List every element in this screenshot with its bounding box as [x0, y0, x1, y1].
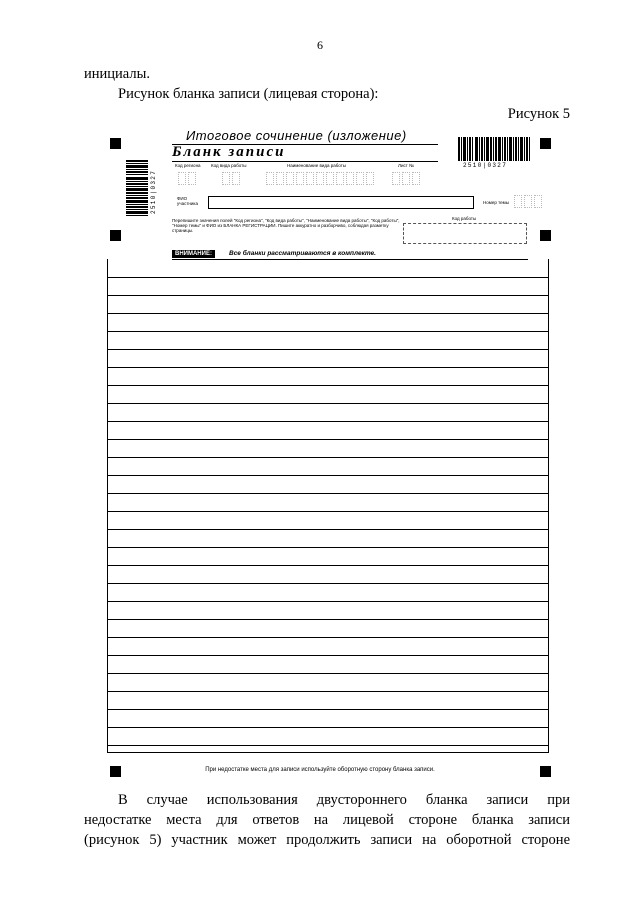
writing-line: [108, 439, 548, 440]
writing-line: [108, 457, 548, 458]
writing-line: [108, 691, 548, 692]
writing-line: [108, 565, 548, 566]
barcode-horizontal: [458, 137, 530, 161]
writing-line: [108, 385, 548, 386]
writing-line: [108, 709, 548, 710]
writing-line: [108, 349, 548, 350]
writing-line: [108, 313, 548, 314]
corner-marker: [540, 230, 551, 241]
writing-line: [108, 475, 548, 476]
paragraph-line: недостатке места для ответов на лицевой стороне бланка записи: [84, 812, 570, 828]
writing-line: [108, 367, 548, 368]
figure-label: Рисунок 5: [507, 106, 570, 122]
writing-line: [108, 619, 548, 620]
barcode-number-horizontal: 2510|0327: [463, 162, 508, 169]
corner-marker: [540, 138, 551, 149]
writing-lines-area: [107, 259, 549, 753]
form-subtitle: Бланк записи: [172, 144, 286, 160]
form-title: Итоговое сочинение (изложение): [186, 128, 407, 143]
writing-line: [108, 277, 548, 278]
writing-line: [108, 493, 548, 494]
subtitle-rule: [172, 161, 438, 162]
writing-line: [108, 547, 548, 548]
fio-field: [208, 196, 474, 209]
writing-line: [108, 727, 548, 728]
writing-line: [108, 331, 548, 332]
writing-line: [108, 295, 548, 296]
text-line-initials: инициалы.: [84, 66, 150, 82]
writing-line: [108, 583, 548, 584]
label-region-code: Код региона: [175, 163, 201, 168]
writing-line: [108, 529, 548, 530]
corner-marker: [110, 230, 121, 241]
label-fio: ФИО участника: [177, 196, 198, 206]
writing-line: [108, 655, 548, 656]
form-instruction: Перепишите значения полей "Код региона", "Код вида работы", "Наименование вида работы", "Код работы", "Номер темы" и ФИО из БЛАНКА РЕГИСТРАЦИИ. Пишите аккуратно и разборчиво, соблюдая разметку страницы.: [172, 218, 400, 233]
page-number: 6: [317, 38, 323, 52]
attention-text: Все бланки рассматриваются в комплекте.: [229, 250, 376, 257]
paragraph-line: В случае использования двустороннего бланка записи при: [118, 792, 570, 808]
label-work-type-name: Наименование вида работы: [287, 163, 347, 168]
writing-line: [108, 673, 548, 674]
work-code-field: [403, 223, 527, 244]
label-work-code: Код работы: [452, 216, 477, 221]
attention-badge: ВНИМАНИЕ:: [172, 250, 215, 258]
label-work-type-code: Код вида работы: [211, 163, 247, 168]
writing-line: [108, 637, 548, 638]
writing-line: [108, 745, 548, 746]
form-footer-note: При недостатке места для записи используйте оборотную сторону бланка записи.: [205, 767, 435, 773]
writing-line: [108, 511, 548, 512]
label-sheet-number: Лист №: [398, 163, 414, 168]
writing-line: [108, 601, 548, 602]
paragraph-line: (рисунок 5) участник может продолжить записи на оборотной стороне: [84, 832, 570, 848]
writing-line: [108, 403, 548, 404]
label-topic-number: Номер темы: [483, 200, 509, 205]
body-paragraph: [84, 790, 570, 850]
writing-line: [108, 421, 548, 422]
text-line-figure-caption: Рисунок бланка записи (лицевая сторона):: [118, 86, 379, 102]
barcode-vertical: [126, 160, 148, 216]
corner-marker: [110, 138, 121, 149]
barcode-number-vertical: 2510|0327: [150, 169, 157, 214]
